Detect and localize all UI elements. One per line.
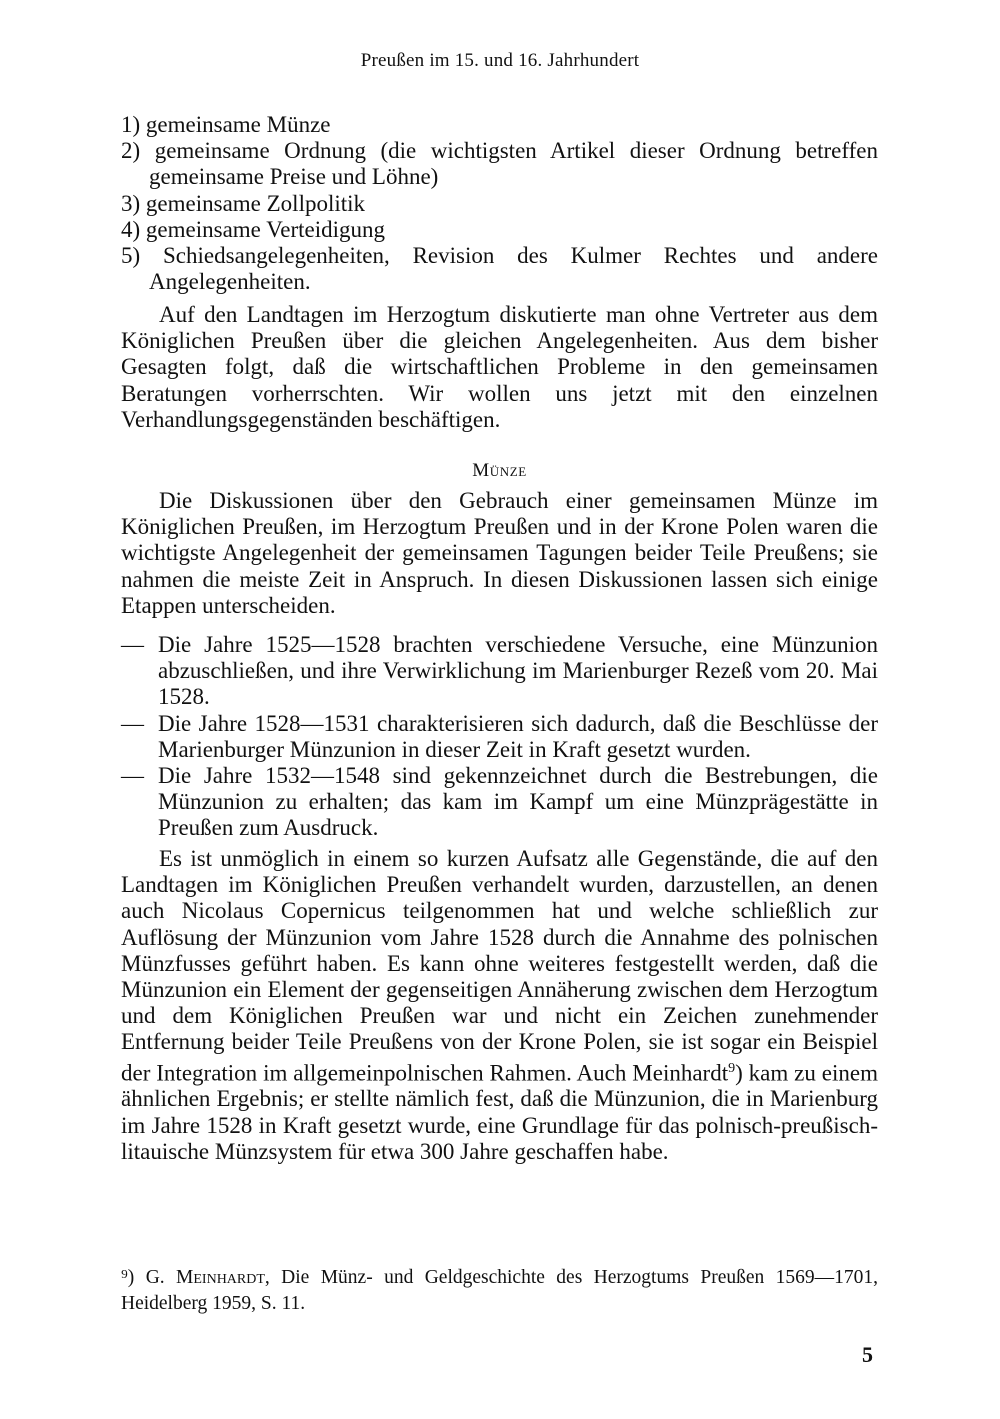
dash-item-text: Die Jahre 1525—1528 brachten verschiedene Versuche, eine Münzunion abzuschließen, und ihre Verwirklichung im Marienburger Rezeß vom 20. Mai 1528. — [158, 632, 878, 710]
list-text: gemeinsame Münze — [145, 112, 331, 137]
page-number: 5 — [862, 1342, 873, 1367]
dash-list — [121, 632, 878, 842]
footnote-reference: 9 — [728, 1060, 736, 1076]
list-text: gemeinsame Ordnung (die wichtigsten Artikel dieser Ordnung betreffen gemeinsame Preise und Löhne) — [149, 138, 879, 190]
list-number: 1) — [121, 112, 141, 137]
paragraph: Die Diskussionen über den Gebrauch einer gemeinsamen Münze im Königlichen Preußen, im Herzogtum Preußen und in der Krone Polen waren die wichtigste Angelegenheit der gemeinsamen Tagungen beider Teile Preußens; sie nahmen die meiste Zeit in Anspruch. In diesen Diskussionen lassen sich einige Etappen unterscheiden. — [121, 488, 878, 618]
paragraph-block — [121, 488, 878, 619]
dash-item-text: Die Jahre 1528—1531 charakterisieren sich dadurch, daß die Beschlüsse der Marienburger Münzunion in dieser Zeit in Kraft gesetzt wurden. — [158, 710, 878, 762]
numbered-list — [121, 112, 878, 295]
list-item — [121, 217, 878, 243]
footnote-text: , Die Münz- und Geldgeschichte des Herzogtums Preußen 1569—1701, Heidelberg 1959, S. 11. — [121, 1267, 879, 1314]
list-item — [121, 112, 878, 138]
paragraph-block — [121, 302, 878, 433]
dash-list-item — [121, 763, 878, 842]
paragraph-text: Es ist unmöglich in einem so kurzen Aufsatz alle Gegenstände, die auf den Landtagen im Königlichen Preußen verhandelt wurden, darzustellen, an denen auch Nicolaus Copernicus teilgenommen hat und welche schließlich zur Auflösung der Münzunion vom Jahre 1528 durch die Annahme des polnischen Münzfusses geführt haben. Es kann ohne weiteres festgestellt werden, daß die Münzunion ein Element der gegenseitigen Annäherung zwischen dem Herzogtum und dem Königlichen Preußen war und nicht ein Zeichen zunehmender Entfernung beider Teile Preußens von der Krone Polen, sie ist sogar ein Beispiel der Integration im allgemeinpolnischen Rahmen. Auch Meinhardt — [121, 846, 878, 1086]
dash-item-text: Die Jahre 1532—1548 sind gekennzeichnet durch die Bestrebungen, die Münzunion zu erhalten; das kam im Kampf um eine Münzprägestätte in Preußen zum Ausdruck. — [158, 763, 878, 841]
dash-list-item — [121, 632, 878, 711]
list-number: 2) — [121, 138, 141, 164]
dash-marker: — — [121, 632, 144, 657]
paragraph — [121, 846, 878, 1165]
running-head: Preußen im 15. und 16. Jahrhundert — [360, 50, 640, 71]
list-item — [121, 191, 878, 217]
list-number: 3) — [121, 190, 141, 216]
dash-marker: — — [121, 763, 144, 789]
list-number: 5) — [121, 243, 141, 269]
list-text: Schiedsangelegenheiten, Revision des Kulmer Rechtes und andere Angelegenheiten. — [149, 243, 879, 295]
list-text: gemeinsame Verteidigung — [145, 216, 386, 242]
section-heading: Münze — [472, 460, 527, 481]
paragraph-text: ) kam zu einem ähnlichen Ergebnis; er stellte nämlich fest, daß die Münzunion, die in Marienburg im Jahre 1528 in Kraft gesetzt wurde, eine Grundlage für das polnisch-preußisch-litauische Münzsystem für etwa 300 Jahre geschaffen habe. — [121, 1060, 878, 1164]
list-text: gemeinsame Zollpolitik — [145, 190, 366, 216]
list-item — [121, 138, 878, 190]
list-item — [121, 243, 878, 295]
footnote — [121, 1265, 878, 1317]
paragraph-block — [121, 846, 878, 1165]
list-number: 4) — [121, 216, 141, 242]
footnote-marker: ⁹) — [121, 1267, 135, 1288]
footnote-author: G. Meinhardt — [145, 1267, 265, 1288]
paragraph: Auf den Landtagen im Herzogtum diskutierte man ohne Vertreter aus dem Königlichen Preußen über die gleichen Angelegenheiten. Aus dem bisher Gesagten folgt, daß die wirtschaftlichen Probleme in den gemeinsamen Beratungen vorherrschten. Wir wollen uns jetzt mit den einzelnen Verhandlungsgegenständen beschäftigen. — [121, 302, 878, 432]
dash-marker: — — [121, 710, 144, 736]
dash-list-item — [121, 711, 878, 763]
